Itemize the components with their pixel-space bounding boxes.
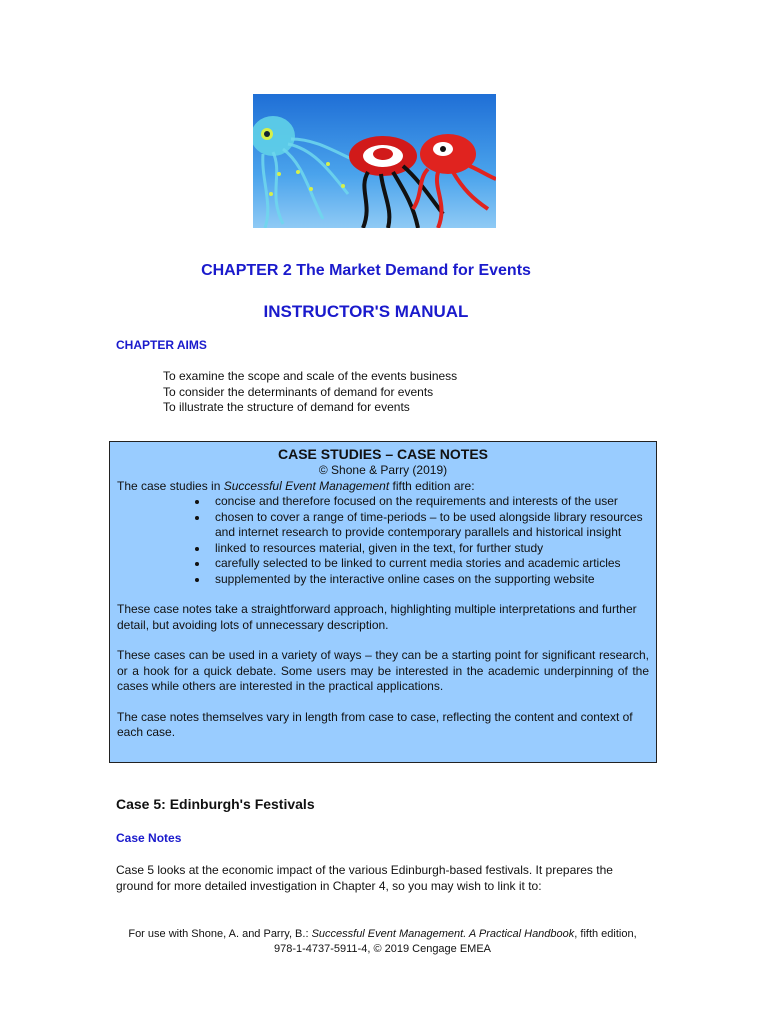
footer-line-2: 978-1-4737-5911-4, © 2019 Cengage EMEA — [273, 943, 492, 955]
footer — [0, 927, 765, 957]
bullet-item: • carefully selected to be linked to current media stories and academic articles — [209, 556, 649, 572]
footer-prefix: For use with Shone, A. and Parry, B.: — [128, 928, 312, 940]
case-notes-box — [109, 441, 657, 763]
bullet-item: • concise and therefore focused on the requirements and interests of the user — [209, 494, 649, 510]
case5-title: Case 5: Edinburgh's Festivals — [116, 796, 315, 812]
case-notes-paragraph: These cases can be used in a variety of ways – they can be a starting point for significant research, or a hook for a quick debate. Some users may be interested in the academic underpinning of the cases while others are interested in the practical applications. — [117, 648, 649, 693]
aim-item: To illustrate the structure of demand for events — [163, 400, 410, 414]
footer-book-title: Successful Event Management. A Practical Handbook — [311, 928, 575, 940]
intro-prefix: The case studies in — [117, 478, 224, 493]
case-notes-paragraph: These case notes take a straightforward approach, highlighting multiple interpretations and further detail, but avoiding lots of unnecessary description. — [117, 602, 637, 632]
case5-text: Case 5 looks at the economic impact of the various Edinburgh-based festivals. It prepares the ground for more detailed investigation in Chapter 4, so you may wish to link it to: — [116, 863, 613, 893]
kites-photo — [253, 94, 496, 228]
bullet-item: • linked to resources material, given in the text, for further study — [209, 541, 649, 557]
chapter-aims-heading: CHAPTER AIMS — [116, 338, 207, 352]
intro-book-title: Successful Event Management — [223, 478, 390, 493]
bullet-item: • chosen to cover a range of time-periods – to be used alongside library resources and internet research to provide contemporary parallels and historical insight — [209, 510, 649, 541]
copyright-line: © Shone & Parry (2019) — [318, 463, 448, 477]
case-notes-title: CASE STUDIES – CASE NOTES — [277, 446, 489, 462]
footer-line-1 — [0, 927, 765, 942]
aim-item: To examine the scope and scale of the events business — [163, 369, 458, 383]
footer-suffix: , fifth edition, — [574, 928, 637, 940]
aim-item: To consider the determinants of demand for events — [163, 384, 434, 399]
chapter-title: CHAPTER 2 The Market Demand for Events — [201, 262, 531, 279]
intro-suffix: fifth edition are: — [389, 478, 475, 493]
case-notes-heading: Case Notes — [116, 831, 182, 845]
case-notes-paragraph: The case notes themselves vary in length from case to case, reflecting the content and context of each case. — [117, 709, 633, 739]
chapter-aims-list — [163, 369, 457, 416]
manual-title: INSTRUCTOR'S MANUAL — [263, 302, 469, 321]
case-notes-intro — [117, 479, 649, 495]
bullet-item: • supplemented by the interactive online cases on the supporting website — [209, 572, 649, 588]
case-notes-bullets — [117, 494, 649, 587]
